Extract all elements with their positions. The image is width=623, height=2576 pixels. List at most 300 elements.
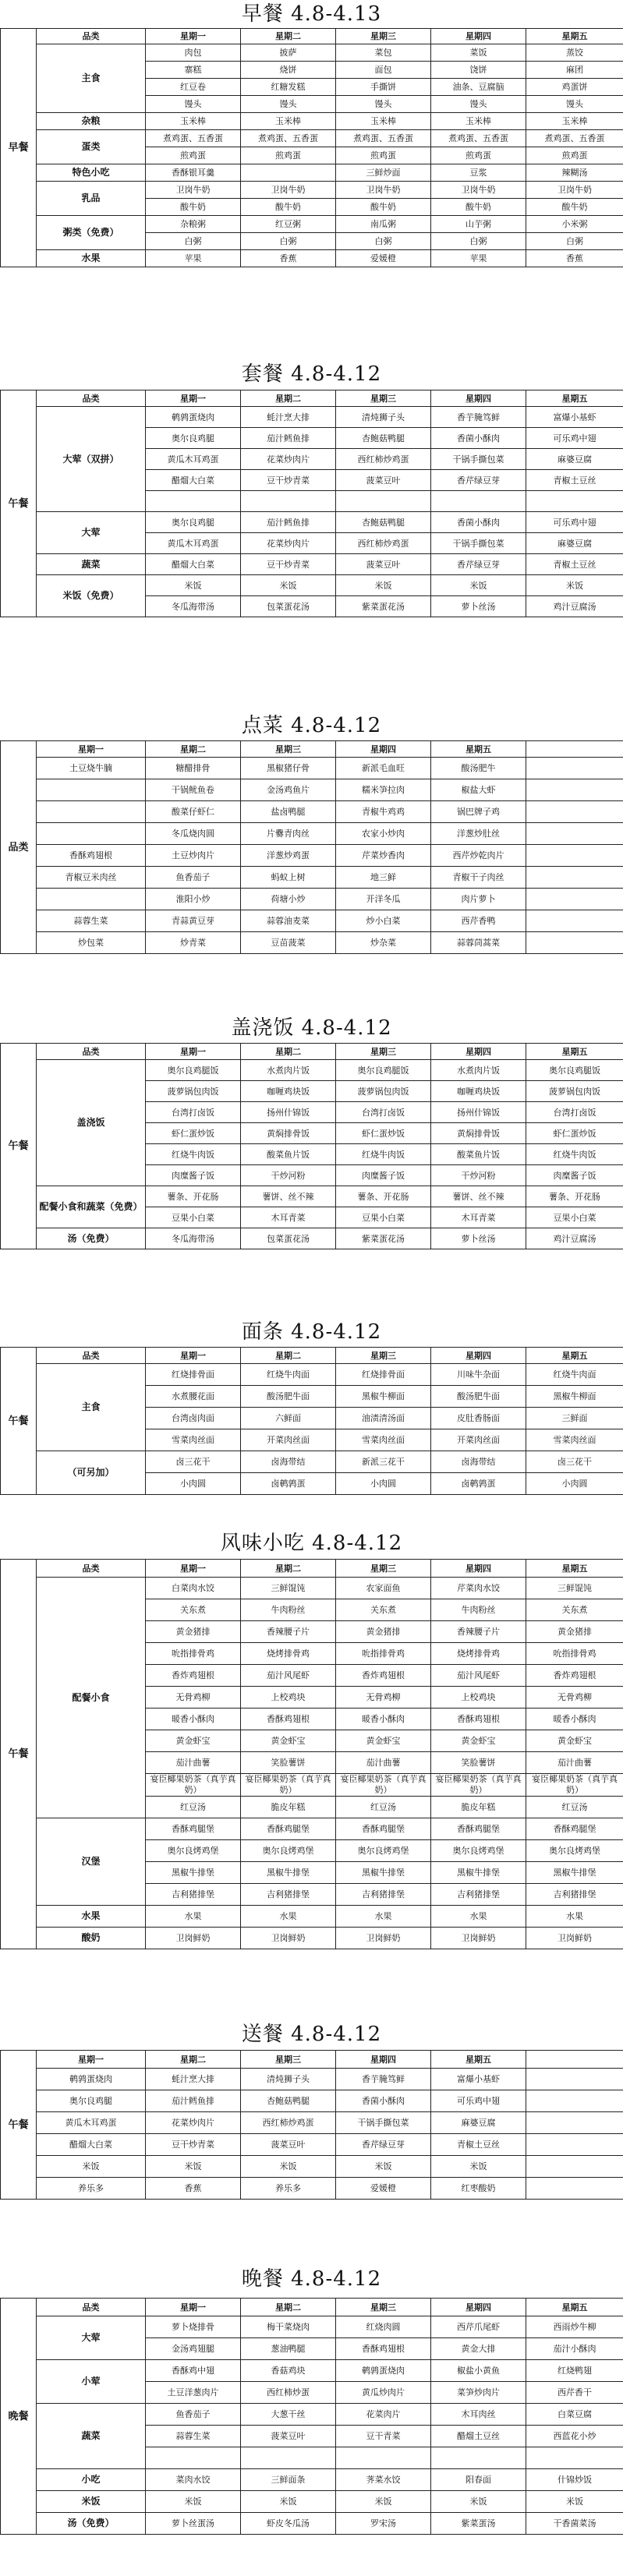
- menu-cell: 玉米棒: [241, 113, 336, 130]
- menu-cell: 蒜蓉生菜: [37, 910, 146, 932]
- menu-cell: 养乐多: [37, 2178, 146, 2200]
- header-row: [1, 1348, 623, 1364]
- table-row: [1, 216, 623, 233]
- menu-cell: 虾皮冬瓜汤: [241, 2513, 336, 2535]
- menu-cell: 吮指排骨鸡: [146, 1643, 241, 1665]
- menu-cell: 香酥鸡腿堡: [241, 1818, 336, 1840]
- table-row: [1, 554, 623, 575]
- meal-label: 午餐: [1, 1560, 37, 1949]
- menu-cell: 葱油鸭腿: [241, 2338, 336, 2360]
- menu-cell: 卫岗牛奶: [526, 182, 623, 199]
- column-header: 星期三: [336, 1560, 431, 1578]
- menu-cell: 披萨: [241, 44, 336, 62]
- menu-cell: 卫岗牛奶: [431, 182, 526, 199]
- menu-cell: 小肉圆: [526, 1473, 623, 1495]
- column-header: 星期一: [37, 741, 146, 758]
- menu-cell: 开菜肉丝面: [241, 1429, 336, 1451]
- menu-cell: 卫岗鲜奶: [241, 1928, 336, 1949]
- menu-cell: 香菌小酥肉: [336, 2090, 431, 2112]
- menu-cell: 黄金大排: [431, 2338, 526, 2360]
- category-label: 杂粮: [37, 113, 146, 130]
- table-row: [1, 1186, 623, 1207]
- menu-cell: 白菜豆腐: [526, 2404, 623, 2426]
- menu-cell: 米饭: [241, 2156, 336, 2178]
- category-label: 汤（免费）: [37, 1228, 146, 1249]
- menu-cell: 咖喱鸡块饭: [431, 1081, 526, 1102]
- menu-cell: 台湾卤肉面: [146, 1408, 241, 1429]
- menu-cell: 鸡蛋饼: [526, 79, 623, 96]
- menu-cell: 吉利猪排堡: [241, 1884, 336, 1906]
- column-header: 星期二: [146, 2051, 241, 2069]
- category-label: 米饭（免费）: [37, 575, 146, 617]
- menu-cell: 金汤鸡翅腿: [146, 2338, 241, 2360]
- menu-cell: 青椒牛鸡鸡: [336, 801, 431, 823]
- menu-cell: 雪菜肉丝面: [526, 1429, 623, 1451]
- empty-cell: [526, 910, 623, 932]
- empty-cell: [526, 779, 623, 801]
- menu-cell: 花菜炒肉片: [241, 533, 336, 554]
- menu-cell: 薯条、开花肠: [526, 1186, 623, 1207]
- menu-cell: 蒜蓉茼蒿菜: [431, 932, 526, 954]
- menu-cell: 水煮肉片饭: [431, 1060, 526, 1081]
- column-header: 星期一: [37, 2051, 146, 2069]
- menu-cell: 青椒土豆丝: [526, 554, 623, 575]
- menu-cell: 豆干炒青菜: [146, 2134, 241, 2156]
- menu-cell: 片爨青肉丝: [241, 823, 336, 845]
- menu-cell: 台湾打卤饭: [146, 1102, 241, 1123]
- category-label: 大荤（双拼）: [37, 407, 146, 512]
- menu-cell: [37, 801, 146, 823]
- menu-cell: [241, 2447, 336, 2469]
- menu-cell: 农家小炒肉: [336, 823, 431, 845]
- menu-cell: 三鲜馄饨: [526, 1578, 623, 1599]
- menu-cell: 西芹香干: [526, 2382, 623, 2404]
- table-row: [1, 250, 623, 267]
- section-title: 套餐 4.8-4.12: [241, 362, 382, 386]
- column-header: 星期二: [241, 1348, 336, 1364]
- menu-cell: 豆果小白菜: [526, 1207, 623, 1228]
- menu-cell: 卫岗鲜奶: [526, 1928, 623, 1949]
- menu-section: [0, 711, 623, 954]
- menu-cell: 红烧鸭翅: [526, 2360, 623, 2382]
- menu-cell: 紫菜蛋汤: [431, 2513, 526, 2535]
- menu-cell: 花菜炒肉片: [241, 449, 336, 470]
- menu-section: [0, 1317, 623, 1495]
- section-title: 送餐 4.8-4.12: [241, 2023, 382, 2046]
- category-label: 水果: [37, 250, 146, 267]
- menu-cell: 富爆小基虾: [526, 407, 623, 428]
- menu-cell: 黄焖排骨饭: [431, 1123, 526, 1144]
- menu-cell: 红烧排骨面: [336, 1364, 431, 1386]
- menu-cell: 菠菜豆叶: [241, 2134, 336, 2156]
- menu-cell: 虾仁蛋炒饭: [526, 1123, 623, 1144]
- menu-cell: 开菜肉丝面: [431, 1429, 526, 1451]
- menu-cell: 香菇鸡块: [241, 2360, 336, 2382]
- menu-cell: 吮指排骨鸡: [526, 1643, 623, 1665]
- menu-cell: 香芋腌笃鲜: [431, 407, 526, 428]
- table-row: [1, 1228, 623, 1249]
- menu-cell: 椒盐大虾: [431, 779, 526, 801]
- menu-cell: 麻婆豆腐: [431, 2112, 526, 2134]
- menu-cell: 香酥鸡腿堡: [526, 1818, 623, 1840]
- table-row: [1, 1818, 623, 1840]
- header-row: [1, 1044, 623, 1060]
- menu-cell: 煎鸡蛋: [336, 147, 431, 164]
- table-row: [1, 1060, 623, 1081]
- menu-cell: 杏鲍菇鸭腿: [241, 2090, 336, 2112]
- menu-cell: 寨糕: [146, 62, 241, 79]
- table-row: [1, 801, 623, 823]
- menu-cell: 馒头: [241, 96, 336, 113]
- menu-cell: 干炒河粉: [431, 1165, 526, 1186]
- column-header: 品类: [37, 1348, 146, 1364]
- menu-cell: 台湾打卤饭: [336, 1102, 431, 1123]
- table-row: [1, 2178, 623, 2200]
- menu-cell: 豆果小白菜: [336, 1207, 431, 1228]
- menu-cell: 茄汁鳕鱼排: [241, 512, 336, 533]
- column-header: 星期四: [336, 741, 431, 758]
- column-header: 星期一: [146, 390, 241, 407]
- menu-cell: 鹌鹑蛋烧肉: [37, 2069, 146, 2090]
- table-row: [1, 2156, 623, 2178]
- menu-cell: 米饭: [146, 2491, 241, 2513]
- table-row: [1, 2316, 623, 2338]
- menu-cell: 暖香小酥肉: [336, 1708, 431, 1730]
- column-header: 品类: [37, 1044, 146, 1060]
- menu-cell: 豆干炒青菜: [241, 554, 336, 575]
- menu-cell: 卤三花干: [146, 1451, 241, 1473]
- column-header: 星期三: [241, 2051, 336, 2069]
- category-label: 米饭: [37, 2491, 146, 2513]
- menu-cell: 醋熘大白菜: [146, 470, 241, 491]
- table-row: [1, 845, 623, 867]
- menu-cell: 雪菜肉丝面: [146, 1429, 241, 1451]
- menu-cell: 米饭: [431, 575, 526, 596]
- menu-cell: 香酥鸡腿堡: [146, 1818, 241, 1840]
- menu-cell: [241, 164, 336, 182]
- menu-cell: 红豆汤: [336, 1797, 431, 1818]
- menu-cell: 香芋腌笃鲜: [336, 2069, 431, 2090]
- menu-cell: 干锅鱿鱼卷: [146, 779, 241, 801]
- menu-cell: 西蓝花小炒: [526, 2426, 623, 2447]
- menu-cell: 扬州什锦饭: [241, 1102, 336, 1123]
- table-row: [1, 1451, 623, 1473]
- menu-cell: 奥尔良烤鸡堡: [526, 1840, 623, 1862]
- menu-cell: 萝卜丝汤: [431, 596, 526, 617]
- section-title: 点菜 4.8-4.12: [241, 714, 382, 737]
- menu-cell: 皮肚香肠面: [431, 1408, 526, 1429]
- menu-cell: 香炸鸡翅根: [526, 1665, 623, 1687]
- menu-cell: 干香菌菜汤: [526, 2513, 623, 2535]
- table-row: [1, 113, 623, 130]
- menu-cell: 冬瓜海带汤: [146, 596, 241, 617]
- menu-cell: 鱼香茄子: [146, 2404, 241, 2426]
- menu-cell: 奥尔良鸡腿: [146, 512, 241, 533]
- menu-cell: 米饭: [526, 2491, 623, 2513]
- menu-cell: 土豆烧牛腩: [37, 758, 146, 779]
- table-row: [1, 2360, 623, 2382]
- menu-cell: 爱媛橙: [336, 2178, 431, 2200]
- menu-cell: [336, 2447, 431, 2469]
- menu-cell: 宴臣椰果奶茶（真芋真奶）: [526, 1774, 623, 1797]
- menu-cell: 白粥: [336, 233, 431, 250]
- menu-cell: 吉利猪排堡: [431, 1884, 526, 1906]
- menu-cell: 麻团: [526, 62, 623, 79]
- category-label: 酸奶: [37, 1928, 146, 1949]
- category-label: 小荤: [37, 2360, 146, 2404]
- menu-cell: 爱媛橙: [336, 250, 431, 267]
- column-header: 星期三: [336, 1044, 431, 1060]
- menu-cell: 包菜蛋花汤: [241, 1228, 336, 1249]
- menu-cell: 奥尔良鸡腿: [146, 428, 241, 449]
- column-header: 星期二: [241, 1044, 336, 1060]
- menu-cell: 薯饼、丝不辣: [241, 1186, 336, 1207]
- menu-cell: 新派毛血旺: [336, 758, 431, 779]
- section-title: 面条 4.8-4.12: [241, 1320, 382, 1344]
- table-row: [1, 2134, 623, 2156]
- column-header: 星期四: [336, 2051, 431, 2069]
- menu-cell: 脆皮年糕: [431, 1797, 526, 1818]
- menu-cell: 菠菜豆叶: [336, 554, 431, 575]
- table-row: [1, 2491, 623, 2513]
- empty-cell: [526, 2178, 623, 2200]
- menu-cell: 黑椒猪仔骨: [241, 758, 336, 779]
- menu-cell: 香芹绿豆芽: [336, 2134, 431, 2156]
- meal-label: 午餐: [1, 1348, 37, 1495]
- meal-label: 品类: [1, 741, 37, 954]
- menu-cell: 卫岗牛奶: [146, 182, 241, 199]
- menu-cell: 水煮腰花面: [146, 1386, 241, 1408]
- menu-cell: 煎鸡蛋: [241, 147, 336, 164]
- category-label: （可另加）: [37, 1451, 146, 1495]
- menu-cell: 可乐鸡中翅: [526, 428, 623, 449]
- menu-cell: 卤海带结: [241, 1451, 336, 1473]
- menu-cell: 养乐多: [241, 2178, 336, 2200]
- menu-cell: 酸牛奶: [526, 199, 623, 216]
- category-label: 汤（免费）: [37, 2513, 146, 2535]
- menu-cell: 蒸饺: [526, 44, 623, 62]
- column-header: 星期五: [526, 390, 623, 407]
- menu-cell: 肉片萝卜: [431, 889, 526, 910]
- column-header: 星期五: [526, 1560, 623, 1578]
- menu-cell: 香芹绿豆芽: [431, 470, 526, 491]
- menu-cell: 米饭: [241, 2491, 336, 2513]
- menu-cell: 酸牛奶: [431, 199, 526, 216]
- menu-cell: 红烧牛肉面: [241, 1364, 336, 1386]
- menu-cell: 宴臣椰果奶茶（真芋真奶）: [146, 1774, 241, 1797]
- menu-cell: 黄瓜木耳鸡蛋: [146, 449, 241, 470]
- menu-cell: 烧饼: [241, 62, 336, 79]
- menu-cell: 干锅手撕包菜: [431, 533, 526, 554]
- menu-cell: 六鲜面: [241, 1408, 336, 1429]
- menu-cell: 三鲜馄饨: [241, 1578, 336, 1599]
- menu-cell: 宴臣椰果奶茶（真芋真奶）: [336, 1774, 431, 1797]
- menu-cell: 上校鸡块: [431, 1687, 526, 1708]
- menu-cell: 薯条、开花肠: [146, 1186, 241, 1207]
- menu-cell: [526, 2447, 623, 2469]
- category-label: 小吃: [37, 2469, 146, 2491]
- menu-cell: 鹌鹑蛋烧肉: [146, 407, 241, 428]
- menu-cell: 干炒河粉: [241, 1165, 336, 1186]
- menu-cell: 米饭: [336, 2156, 431, 2178]
- header-row: [1, 2051, 623, 2069]
- menu-cell: 奥尔良烤鸡堡: [241, 1840, 336, 1862]
- menu-cell: 卤三花干: [526, 1451, 623, 1473]
- menu-cell: 青椒土豆丝: [431, 2134, 526, 2156]
- table-row: [1, 2112, 623, 2134]
- menu-table: [0, 2050, 623, 2200]
- menu-cell: 青蒜黄豆芽: [146, 910, 241, 932]
- menu-cell: 麻婆豆腐: [526, 533, 623, 554]
- empty-cell: [526, 2069, 623, 2090]
- menu-section: [0, 0, 623, 267]
- menu-cell: 煮鸡蛋、五香蛋: [241, 130, 336, 147]
- menu-cell: 米饭: [146, 2156, 241, 2178]
- menu-cell: 可乐鸡中翅: [431, 2090, 526, 2112]
- menu-cell: 玉米棒: [526, 113, 623, 130]
- menu-cell: 烧烤排骨鸡: [241, 1643, 336, 1665]
- menu-cell: 红烧肉圆: [336, 2316, 431, 2338]
- menu-cell: 西芹炒乾肉片: [431, 845, 526, 867]
- menu-cell: 萝卜丝蛋汤: [146, 2513, 241, 2535]
- menu-cell: 酸菜仔虾仁: [146, 801, 241, 823]
- category-label: 粥类（免费）: [37, 216, 146, 250]
- menu-cell: 酸汤肥牛面: [241, 1386, 336, 1408]
- menu-cell: 黑椒牛柳面: [336, 1386, 431, 1408]
- menu-cell: 荠菜水饺: [336, 2469, 431, 2491]
- menu-cell: 糯米笋拉肉: [336, 779, 431, 801]
- menu-cell: 川味牛杂面: [431, 1364, 526, 1386]
- menu-cell: 牛肉粉丝: [241, 1599, 336, 1621]
- category-label: 特色小吃: [37, 164, 146, 182]
- category-label: 蔬菜: [37, 554, 146, 575]
- table-row: [1, 575, 623, 596]
- menu-cell: 玉米棒: [431, 113, 526, 130]
- menu-cell: [241, 491, 336, 512]
- menu-cell: 黑椒牛排堡: [336, 1862, 431, 1884]
- menu-cell: 醋熘土豆丝: [431, 2426, 526, 2447]
- menu-cell: 酸牛奶: [336, 199, 431, 216]
- column-header: 品类: [37, 29, 146, 44]
- menu-cell: 红糖发糕: [241, 79, 336, 96]
- menu-cell: 关东煮: [336, 1599, 431, 1621]
- header-row: [1, 29, 623, 44]
- menu-cell: 奥尔良鸡腿饭: [526, 1060, 623, 1081]
- table-row: [1, 164, 623, 182]
- empty-cell: [526, 2156, 623, 2178]
- menu-cell: 醋熘大白菜: [37, 2134, 146, 2156]
- menu-cell: 奥尔良烤鸡堡: [146, 1840, 241, 1862]
- menu-cell: 煮鸡蛋、五香蛋: [336, 130, 431, 147]
- column-header: 星期一: [146, 1560, 241, 1578]
- menu-cell: 黑椒牛排堡: [146, 1862, 241, 1884]
- menu-cell: [146, 2447, 241, 2469]
- menu-cell: 咖喱鸡块饭: [241, 1081, 336, 1102]
- menu-cell: 萝卜烧排骨: [146, 2316, 241, 2338]
- menu-cell: 小米粥: [526, 216, 623, 233]
- menu-cell: 煮鸡蛋、五香蛋: [431, 130, 526, 147]
- column-header: 品类: [37, 390, 146, 407]
- menu-cell: 梅干菜烧肉: [241, 2316, 336, 2338]
- section-title: 盖浇饭 4.8-4.12: [231, 1016, 392, 1040]
- menu-cell: 宴臣椰果奶茶（真芋真奶）: [431, 1774, 526, 1797]
- menu-cell: 木耳青菜: [241, 1207, 336, 1228]
- menu-cell: 杂粮粥: [146, 216, 241, 233]
- menu-cell: 西红柿炒鸡蛋: [241, 2112, 336, 2134]
- section-title: 风味小吃 4.8-4.12: [220, 1532, 403, 1555]
- column-header: 星期二: [241, 29, 336, 44]
- menu-cell: 杏鲍菇鸭腿: [336, 428, 431, 449]
- menu-cell: 清炖狮子头: [336, 407, 431, 428]
- menu-cell: [526, 491, 623, 512]
- menu-cell: 香芹绿豆芽: [431, 554, 526, 575]
- menu-cell: 土豆洋葱肉片: [146, 2382, 241, 2404]
- menu-cell: 炒包菜: [37, 932, 146, 954]
- menu-cell: 卫岗鲜奶: [431, 1928, 526, 1949]
- menu-cell: 水果: [146, 1906, 241, 1928]
- table-row: [1, 758, 623, 779]
- meal-label: 晚餐: [1, 2299, 37, 2535]
- menu-cell: 冬瓜海带汤: [146, 1228, 241, 1249]
- menu-cell: 香蕉: [241, 250, 336, 267]
- menu-cell: 卫岗牛奶: [241, 182, 336, 199]
- menu-cell: [431, 2447, 526, 2469]
- column-header: 星期一: [146, 1348, 241, 1364]
- menu-cell: 卤鹌鹑蛋: [431, 1473, 526, 1495]
- menu-cell: 酸汤肥牛面: [431, 1386, 526, 1408]
- menu-cell: 苹果: [431, 250, 526, 267]
- menu-table: [0, 1559, 623, 1949]
- menu-cell: 黄焖排骨饭: [241, 1123, 336, 1144]
- category-label: 配餐小食和蔬菜（免费）: [37, 1186, 146, 1228]
- meal-label: 午餐: [1, 390, 37, 617]
- menu-cell: 红烧牛肉饭: [336, 1144, 431, 1165]
- menu-cell: 香菌小酥肉: [431, 428, 526, 449]
- menu-cell: 木耳肉丝: [431, 2404, 526, 2426]
- menu-cell: 醋熘大白菜: [146, 554, 241, 575]
- menu-cell: [37, 823, 146, 845]
- menu-cell: 手撕饼: [336, 79, 431, 96]
- menu-cell: 清炖狮子头: [241, 2069, 336, 2090]
- menu-cell: 馒头: [526, 96, 623, 113]
- column-header: 星期四: [431, 2299, 526, 2316]
- menu-cell: 金汤鸡鱼片: [241, 779, 336, 801]
- menu-cell: 吮指排骨鸡: [336, 1643, 431, 1665]
- menu-cell: 油条、豆腐脑: [431, 79, 526, 96]
- menu-cell: 肉糜酱子饭: [526, 1165, 623, 1186]
- category-label: 蔬菜: [37, 2404, 146, 2469]
- menu-cell: 西红柿炒蛋: [241, 2382, 336, 2404]
- menu-cell: 西芹爪尾虾: [431, 2316, 526, 2338]
- menu-cell: 菠萝锅包肉饭: [146, 1081, 241, 1102]
- menu-cell: 西雨炒牛柳: [526, 2316, 623, 2338]
- menu-cell: 无骨鸡柳: [146, 1687, 241, 1708]
- menu-cell: 菜饭: [431, 44, 526, 62]
- menu-cell: 富爆小基虾: [431, 2069, 526, 2090]
- menu-cell: 卫岗鲜奶: [146, 1928, 241, 1949]
- menu-cell: 奥尔良鸡腿饭: [146, 1060, 241, 1081]
- menu-cell: 南瓜粥: [336, 216, 431, 233]
- table-row: [1, 779, 623, 801]
- menu-cell: 无骨鸡柳: [526, 1687, 623, 1708]
- menu-cell: 关东煮: [146, 1599, 241, 1621]
- menu-table: [0, 28, 623, 267]
- menu-cell: 酸牛奶: [146, 199, 241, 216]
- menu-cell: [431, 491, 526, 512]
- menu-cell: 卫岗牛奶: [336, 182, 431, 199]
- menu-cell: 酸菜鱼片饭: [241, 1144, 336, 1165]
- menu-cell: 土豆炒肉片: [146, 845, 241, 867]
